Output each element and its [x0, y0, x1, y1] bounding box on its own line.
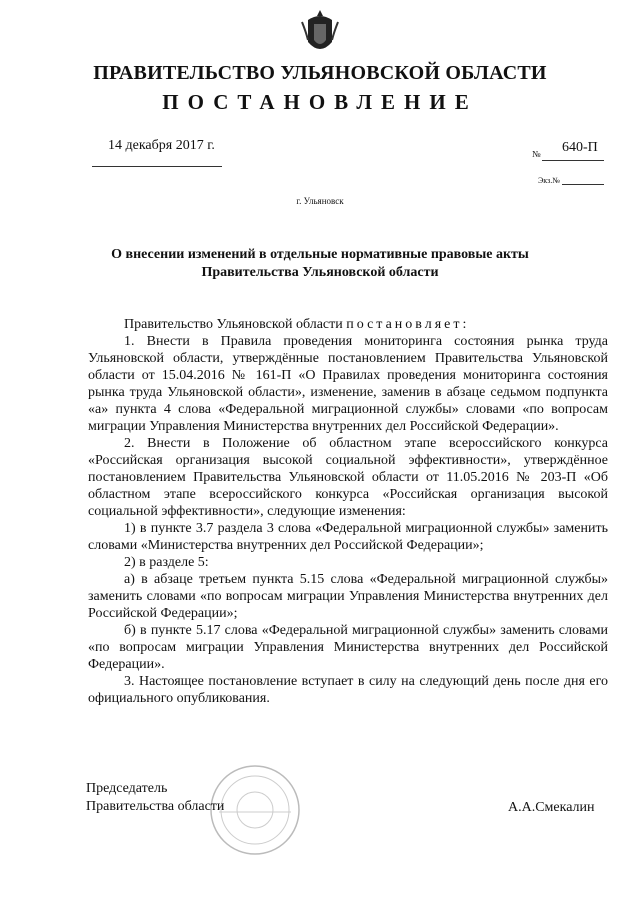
- paragraph-2-2-b: б) в пункте 5.17 слова «Федеральной миграционной службы» заменить словами «по вопросам миграции Управления Министерства внутренних дел Российской Федерации».: [88, 623, 608, 672]
- copy-label: Экз.№: [538, 176, 560, 185]
- number-sign: №: [532, 149, 541, 159]
- subject-line-2: Правительства Ульяновской области: [201, 265, 439, 280]
- copy-underline: [562, 184, 604, 185]
- intro-paragraph: [88, 316, 608, 333]
- subject-line-1: О внесении изменений в отдельные нормативные правовые акты: [111, 247, 529, 262]
- organization-title: ПРАВИТЕЛЬСТВО УЛЬЯНОВСКОЙ ОБЛАСТИ: [93, 62, 547, 84]
- position-line-1: Председатель: [86, 781, 168, 796]
- city: г. Ульяновск: [296, 196, 344, 206]
- number-underline: [542, 160, 604, 161]
- position-line-2: Правительства области: [86, 799, 225, 814]
- document-type: ПОСТАНОВЛЕНИЕ: [162, 90, 478, 114]
- paragraph-2-2: 2) в разделе 5:: [124, 555, 209, 570]
- intro-prefix: Правительство Ульяновской области: [124, 317, 343, 332]
- coat-of-arms-icon: [300, 10, 340, 60]
- number-value: 640-П: [562, 140, 598, 155]
- intro-resolves: постановляет:: [346, 317, 470, 332]
- paragraph-2: 2. Внести в Положение об областном этапе всероссийского конкурса «Российская организация высокой социальной эффективности», утверждённое постановлением Правительства Ульяновской области от 11.05.2016 № 203-П «Об областном этапе всероссийского конкурса «Российская организация высокой социальной эффективности», следующие изменения:: [88, 436, 608, 519]
- document-subject: [90, 246, 550, 282]
- paragraph-1: 1. Внести в Правила проведения мониторинга состояния рынка труда Ульяновской области, утверждённые постановлением Правительства Ульяновской области от 15.04.2016 № 161-П «О Правилах проведения мониторинга состояния рынка труда Ульяновской области», изменение, заменив в абзаце седьмом подпункта «а» пункта 4 слова «Федеральной миграционной службы» словами «по вопросам миграции Управления Министерства внутренних дел Российской Федерации».: [88, 334, 608, 434]
- signatory-position: [86, 780, 224, 816]
- date-underline: [92, 166, 222, 167]
- paragraph-2-1: 1) в пункте 3.7 раздела 3 слова «Федеральной миграционной службы» заменить словами «Министерства внутренних дел Российской Федерации»;: [88, 521, 608, 553]
- paragraph-3: 3. Настоящее постановление вступает в силу на следующий день после дня его официального опубликования.: [88, 674, 608, 706]
- signatory-name: А.А.Смекалин: [508, 800, 595, 815]
- paragraph-2-2-a: а) в абзаце третьем пункта 5.15 слова «Федеральной миграционной службы» заменить словами «по вопросам миграции Управления Министерства внутренних дел Российской Федерации»;: [88, 572, 608, 621]
- document-body: [88, 316, 608, 707]
- document-date: 14 декабря 2017 г.: [108, 138, 215, 153]
